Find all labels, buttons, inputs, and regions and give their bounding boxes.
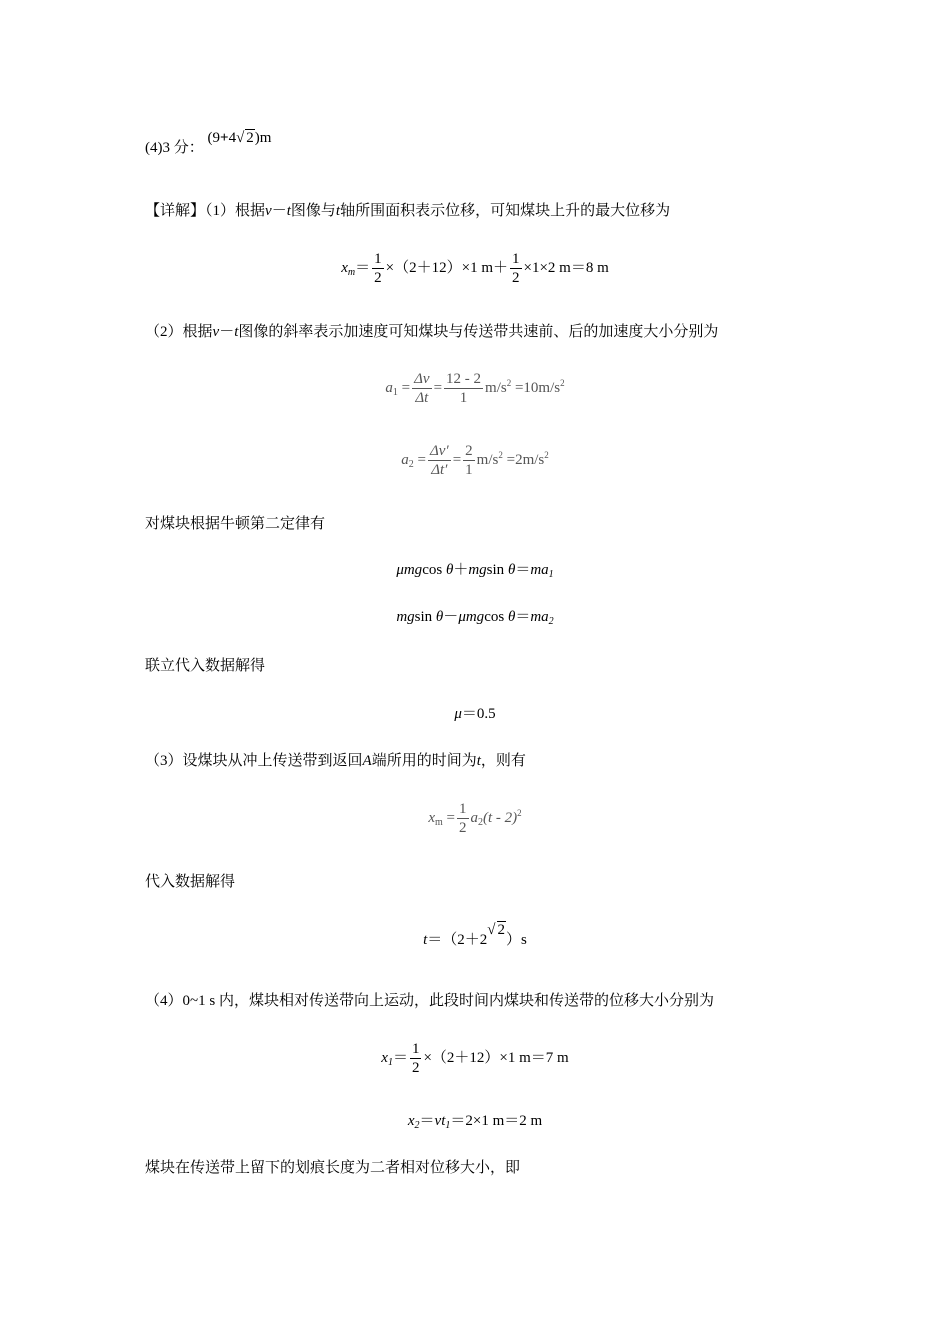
superscript: 2 [498,449,503,460]
var-a: a [385,379,393,396]
text: ＝2×1 m＝2 m [450,1113,543,1129]
radical-raised [487,922,506,938]
subscript: 2 [408,458,414,470]
answer-prefix: (4)3 分： [145,140,204,156]
fraction-dv-dt [428,442,451,479]
superscript: 2 [517,807,522,818]
equation-a1 [0,370,950,407]
value: ＝0.5 [461,706,496,722]
fraction-half [410,1040,422,1077]
var-x: x [407,1113,415,1129]
var-t: t [476,753,481,769]
paragraph-newton: 对煤块根据牛顿第二定律有 [145,516,326,532]
var-x: x [341,259,348,276]
text: （1）根据 [205,203,266,219]
subscript: m [435,816,443,828]
var-theta: θ [445,562,454,578]
text: ＝（2＋2 [427,932,488,948]
equation-x1 [0,1040,950,1077]
denominator: 2 [459,820,467,836]
equals: = [433,379,443,396]
radical-sign: √ [487,922,496,938]
paragraph-2 [145,322,718,342]
minus: － [443,609,459,625]
paragraph-solve-2: 代入数据解得 [145,874,236,890]
text: 图像的斜率表示加速度可知煤块与传送带共速前、后的加速度大小分别为 [238,324,719,340]
var-t: t [335,203,341,219]
subscript: m [347,266,356,278]
term: (t - 2) [483,809,518,826]
result: =10m/s [514,379,561,396]
answer-coef: 4 [228,130,237,146]
var-t: t [234,324,239,340]
text: （2）根据 [145,324,213,340]
var-theta: θ [507,562,516,578]
fraction-values [444,370,483,407]
fraction-half [372,250,384,287]
numerator: 12 - 2 [446,371,482,387]
paragraph-3 [145,751,526,771]
subscript: 1 [392,386,398,398]
equals: = [401,379,411,396]
detail-label: 【详解】 [145,203,206,219]
subscript: 2 [414,1120,420,1131]
numerator: 1 [374,251,382,267]
equation-mu [0,704,950,724]
text: 轴所围面积表示位移，可知煤块上升的最大位移为 [340,203,671,219]
superscript: 2 [506,377,512,388]
answer-close: )m [254,130,272,146]
term: μmg [458,609,485,625]
denominator: 1 [459,390,468,406]
fraction-half [510,250,522,287]
denominator: 2 [374,270,382,286]
text: （3）设煤块从冲上传送带到返回 [145,753,363,769]
equation-newton-1 [0,560,950,585]
superscript: 2 [560,377,565,388]
numerator: Δv′ [429,443,449,459]
plus: ＋ [453,562,469,578]
var-x: x [428,809,435,826]
var-a: a [401,451,409,468]
var-t: t [286,203,291,219]
term: ma [530,562,549,578]
denominator: Δt [415,390,429,406]
equals: ＝ [515,609,531,625]
equals: ＝ [355,259,371,276]
unit: m/s [485,379,507,396]
func-cos: cos [422,562,443,578]
var-t: t [423,932,428,948]
paragraph-solve-1: 联立代入数据解得 [145,658,266,674]
var-v: v [212,324,220,340]
paragraph-last: 煤块在传送带上留下的划痕长度为二者相对位移大小，即 [145,1160,521,1176]
text: ，则有 [480,753,526,769]
func-cos: cos [484,609,505,625]
equation-t [0,922,950,950]
result: =2m/s [506,451,545,468]
answer-plus: + [220,130,229,146]
var-a: a [470,809,478,826]
fraction-values [463,442,475,479]
text: 端所用的时间为 [371,753,477,769]
text: 图像与 [290,203,336,219]
unit: m/s [476,451,499,468]
numerator: 1 [411,1041,420,1057]
var-mu: μ [454,706,462,722]
subscript: 1 [445,1120,451,1131]
text: ×（2＋12）×1 m＋ [385,259,508,276]
func-sin: sin [486,562,505,578]
var-v: v [265,203,272,219]
subscript: 1 [387,1056,393,1068]
term: μmg [396,562,423,578]
equation-xm [0,250,950,287]
equation-newton-2 [0,607,950,632]
radicand: 2 [497,922,506,938]
equals: = [446,809,455,826]
answer-open: (9 [207,130,220,146]
var-x: x [381,1049,388,1066]
numerator: 2 [465,443,473,459]
var-A: A [362,753,372,769]
subscript: 2 [548,616,554,627]
numerator: Δv [414,371,430,387]
numerator: 1 [459,801,467,817]
denominator: 1 [465,462,473,478]
term: mg [468,562,487,578]
detail-paragraph-1 [145,201,670,221]
fraction-half [457,800,469,837]
numerator: 1 [512,251,520,267]
subscript: 2 [478,816,483,828]
fraction-dv-dt [412,370,431,407]
equation-xm-2 [0,800,950,837]
denominator: 2 [411,1060,420,1076]
func-sin: sin [414,609,433,625]
paragraph-4: （4）0~1 s 内，煤块相对传送带向上运动，此段时间内煤块和传送带的位移大小分别为 [145,993,714,1009]
term: ma [530,609,549,625]
equals: = [417,451,426,468]
term: mg [396,609,415,625]
radicand: 2 [246,130,254,146]
equals: ＝ [515,562,531,578]
text: － [219,324,235,340]
text: － [271,203,287,219]
var-theta: θ [435,609,444,625]
equals: ＝ [419,1113,435,1129]
answer-line [145,130,272,158]
denominator: Δt′ [431,462,448,478]
superscript: 2 [544,449,549,460]
equals: = [452,451,462,468]
var-theta: θ [507,609,516,625]
text: ）s [506,932,527,948]
denominator: 2 [512,270,520,286]
equals: ＝ [392,1049,408,1066]
equation-x2 [0,1111,950,1136]
equation-a2 [0,442,950,479]
text: ×1×2 m＝8 m [523,259,609,276]
text: ×（2＋12）×1 m＝7 m [423,1049,569,1066]
radical-sign: √ [236,130,245,146]
answer-formula [208,130,272,146]
subscript: 1 [548,569,554,580]
term: vt [434,1113,446,1129]
